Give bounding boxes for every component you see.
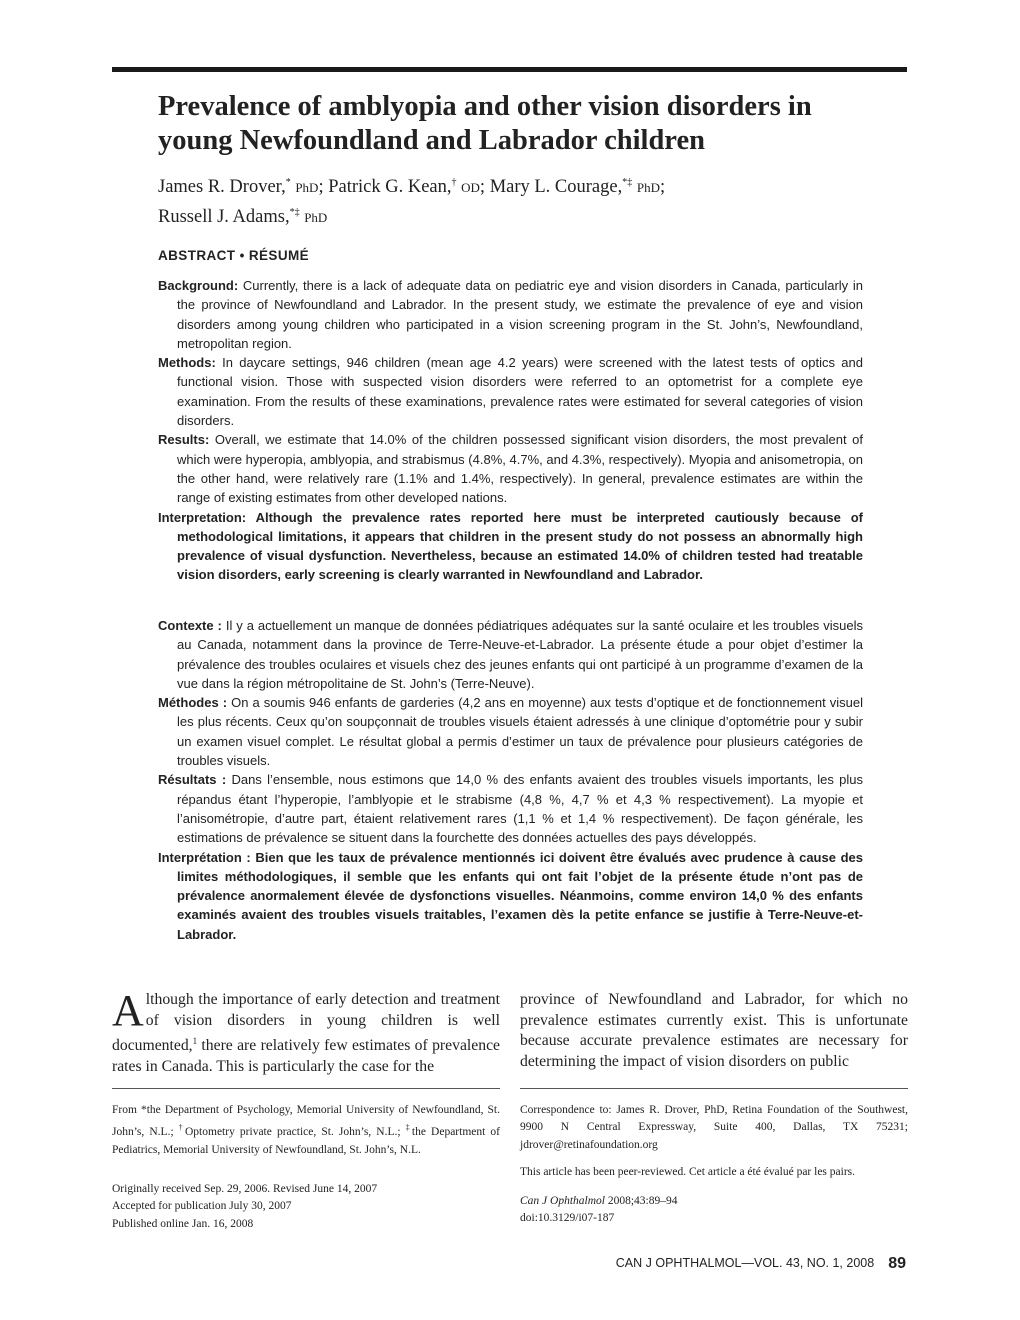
author-name: Patrick G. Kean,	[328, 177, 452, 197]
author-line-1: James R. Drover,* PhD; Patrick G. Kean,† OD; Mary L. Courage,*‡ PhD;	[158, 177, 666, 197]
abstract-methods	[158, 353, 863, 430]
resume-methodes	[158, 693, 863, 770]
drop-cap: A	[112, 986, 144, 1035]
author-degree: PhD	[636, 180, 660, 195]
affiliation-text: From *the Department of Psychology, Memorial University of Newfoundland, St. John’s, N.L.;	[112, 1104, 500, 1139]
body-paragraph: province of Newfoundland and Labrador, for which no prevalence estimates currently exist. This is unfortunate because accurate prevalence estimates are necessary for determining the impact of vision disorders on public	[520, 991, 908, 1070]
correspondence-text: Correspondence to: James R. Drover, PhD, Retina Foundation of the Southwest, 9900 N Central Expressway, Suite 400, Dallas, TX 75231; jdrover@retinafoundation.org	[520, 1104, 908, 1151]
peer-review-text: This article has been peer-reviewed. Cet article a été évalué par les pairs.	[520, 1166, 856, 1178]
top-rule	[112, 67, 907, 72]
abstract-heading: ABSTRACT • RÉSUMÉ	[158, 248, 310, 263]
section-label: Résultats :	[158, 772, 227, 788]
author-list	[158, 170, 898, 230]
body-column-right	[520, 990, 908, 1072]
journal-name: Can J Ophthalmol	[520, 1195, 605, 1207]
section-label: Background:	[158, 278, 239, 293]
section-label: Results:	[158, 432, 210, 448]
section-text: Dans l’ensemble, nous estimons que 14,0 % des enfants avaient des troubles visuels importants, les plus répandus étant l’hyperopie, l’amblyopie et le strabisme (4,8 %, 4,7 % et 4,3 % respectivement). La myopie et l’anisométropie, d’autre part, étaient relativement rares (1,1 % et 1,4 % respectivement). De façon générale, les estimations de prévalence se situent dans la fourchette des données actuelles des pays développés.	[177, 772, 863, 846]
published-date: Published online Jan. 16, 2008	[112, 1217, 254, 1230]
author-degree: PhD	[295, 180, 319, 195]
author-name: Russell J. Adams,	[158, 207, 290, 227]
page-number: 89	[888, 1255, 906, 1272]
footnote-divider-right	[520, 1088, 908, 1089]
received-date: Originally received Sep. 29, 2006. Revised June 14, 2007	[112, 1183, 378, 1195]
section-label: Contexte :	[158, 618, 222, 633]
abstract-background	[158, 276, 863, 353]
section-label: Methods:	[158, 355, 216, 371]
section-text: Overall, we estimate that 14.0% of the children possessed significant vision disorders, the most prevalent of which were hyperopia, amblyopia, and strabismus (4.8%, 4.7%, and 4.3%, respectively). Myopia and anisometropia, on the other hand, were relatively rare (1.1% and 1.4%, respectively). In general, prevalence estimates are within the range of existing estimates from other developed nations.	[177, 432, 863, 506]
title-line-1: Prevalence of amblyopia and other vision disorders in	[158, 91, 812, 122]
article-history	[112, 1181, 500, 1233]
body-text: there are relatively few estimates of prevalence rates in Canada. This is particularly the case for the	[112, 1037, 500, 1075]
author-affil-mark: *‡	[289, 207, 300, 218]
section-text: Bien que les taux de prévalence mentionnés ici doivent être évalués avec prudence à cause des limites méthodologiques, il semble que les enfants qui ont fait l’objet de la présente étude n’ont pas de prévalence anormalement élevée de dysfonctions visuelles. Néanmoins, comme environ 14,0 % des enfants examinés avaient des troubles visuels traitables, l’examen dès la petite enfance se justifie à Terre-Neuve-et-Labrador.	[177, 849, 863, 942]
body-column-left	[112, 986, 500, 1077]
body-text: lthough the importance of early detection and treatment of vision disorders in young children is well documented,	[112, 991, 500, 1055]
affiliation-text: Optometry private practice, St. John’s, N.L.;	[185, 1126, 406, 1139]
affiliation-text: the Department of Pediatrics, Memorial University of Newfoundland, St. John’s, N.L.	[112, 1126, 501, 1156]
journal-issue: CAN J OPHTHALMOL—VOL. 43, NO. 1, 2008	[615, 1256, 875, 1270]
author-affil-mark: *	[285, 177, 291, 188]
section-text: Currently, there is a lack of adequate data on pediatric eye and vision disorders in Canada, particularly in the province of Newfoundland and Labrador. In the present study, we estimate the prevalence of eye and vision disorders among young children who participated in a vision screening program in the St. John’s, Newfoundland, metropolitan region.	[177, 278, 863, 351]
title-line-2: young Newfoundland and Labrador children	[158, 125, 705, 156]
abstract-results	[158, 430, 863, 507]
footnote-divider-left	[112, 1088, 500, 1089]
abstract-interpretation	[158, 508, 863, 585]
section-text: Il y a actuellement un manque de données pédiatriques adéquates sur la santé oculaire et les troubles visuels au Canada, notamment dans la province de Terre-Neuve-et-Labrador. La présente étude a pour objet d’estimer la prévalence des troubles oculaires et visuels chez des jeunes enfants qui ont participé à un programme d’examen de la vue dans la région métropolitaine de St. John’s (Terre-Neuve).	[177, 618, 863, 691]
body-paragraph	[112, 986, 500, 1077]
accepted-date: Accepted for publication July 30, 2007	[112, 1200, 292, 1213]
citation-volume: 2008;43:89–94	[604, 1195, 678, 1207]
resume-interpretation	[158, 848, 863, 944]
affiliation-mark: ‡	[405, 1123, 412, 1133]
section-text: Although the prevalence rates reported here must be interpreted cautiously because of methodological limitations, it appears that children in the present study do not possess an abnormally high prevalence of visual dysfunction. Nevertheless, because an estimated 14.0% of children tested had treatable vision disorders, early screening is clearly warranted in Newfoundland and Labrador.	[177, 509, 863, 583]
author-affil-mark: †	[451, 177, 457, 188]
section-label: Interprétation :	[158, 849, 251, 865]
peer-review-note	[520, 1164, 908, 1181]
author-degree: OD	[461, 180, 480, 195]
section-text: In daycare settings, 946 children (mean age 4.2 years) were screened with the latest tests of optics and functional vision. Those with suspected vision disorders were referred to an optometrist for a complete eye examination. From the results of these examinations, prevalence rates were estimated for several categories of vision disorders.	[177, 355, 863, 429]
correspondence-note	[520, 1102, 908, 1154]
doi: doi:10.3129/i07-187	[520, 1212, 615, 1225]
author-name: Mary L. Courage,	[489, 177, 623, 197]
reference-1: 1	[192, 1036, 198, 1047]
section-label: Méthodes :	[158, 695, 228, 711]
abstract-english	[158, 276, 863, 585]
resume-contexte	[158, 616, 863, 693]
article-title	[158, 90, 898, 158]
section-text: On a soumis 946 enfants de garderies (4,2 ans en moyenne) aux tests d’optique et de fonctionnement visuel les plus récents. Ceux qu’on soupçonnait de troubles visuels étaient adressés à une clinique d’optométrie pour y subir un examen visuel complet. Le résultat global a permis d’estimer un taux de prévalence pour plusieurs catégories de troubles visuels.	[177, 695, 863, 769]
section-label: Interpretation:	[158, 509, 247, 525]
affiliation-mark: †	[178, 1123, 185, 1133]
abstract-french	[158, 616, 863, 944]
author-affil-mark: *‡	[622, 177, 633, 188]
author-line-2	[158, 200, 898, 230]
author-name: James R. Drover,	[158, 177, 286, 197]
citation-note	[520, 1193, 908, 1228]
affiliations-note	[112, 1102, 500, 1159]
author-degree: PhD	[304, 210, 328, 225]
resume-resultats	[158, 770, 863, 847]
running-footer	[616, 1255, 906, 1273]
